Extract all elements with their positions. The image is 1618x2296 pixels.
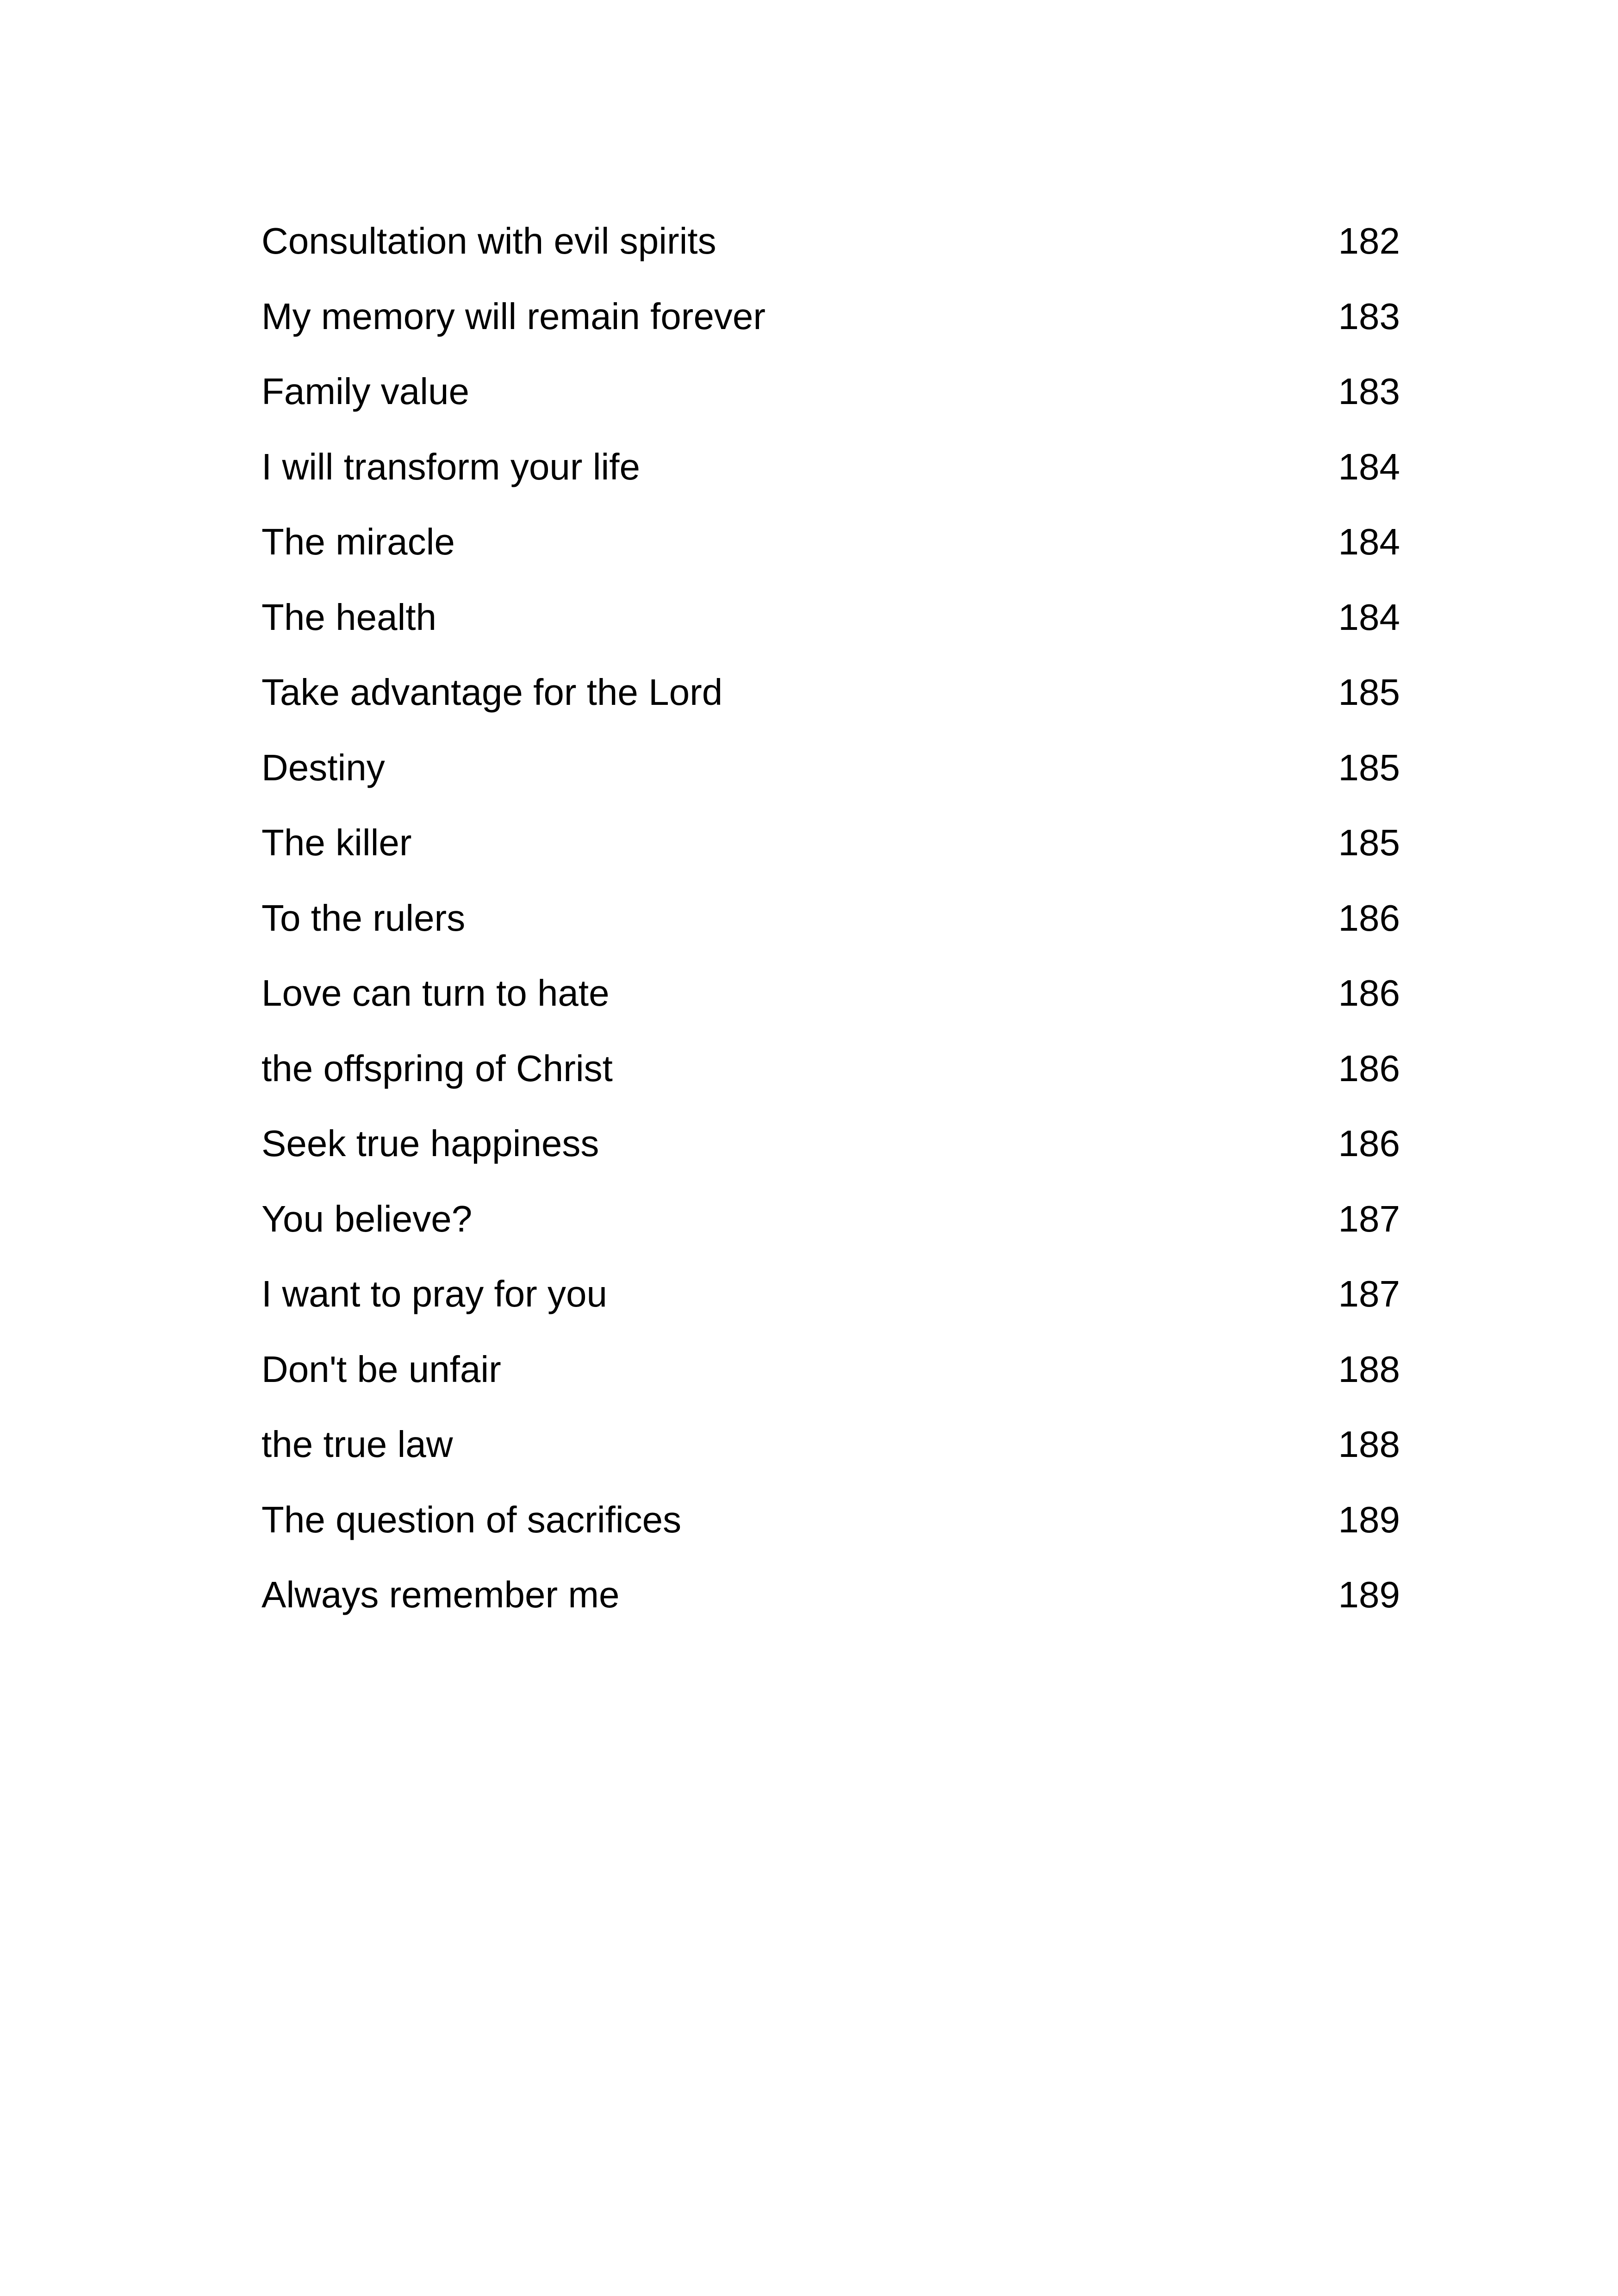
toc-entry-page: 189 <box>1338 1499 1400 1540</box>
toc-entry-page: 184 <box>1338 446 1400 487</box>
toc-entry[interactable] <box>261 655 1400 730</box>
toc-entry[interactable] <box>261 279 1400 355</box>
toc-entry-title: the true law <box>261 1424 453 1465</box>
toc-entry-page: 188 <box>1338 1348 1400 1390</box>
toc-entry-page: 183 <box>1338 295 1400 337</box>
toc-entry-title: The health <box>261 596 437 638</box>
toc-entry-page: 186 <box>1338 972 1400 1014</box>
toc-entry-title: To the rulers <box>261 897 466 939</box>
toc-entry[interactable] <box>261 1182 1400 1257</box>
toc-entry-title: My memory will remain forever <box>261 295 766 337</box>
toc-entry-page: 182 <box>1338 220 1400 261</box>
toc-entry-title: The killer <box>261 822 412 863</box>
toc-entry-title: Seek true happiness <box>261 1123 599 1164</box>
toc-entry[interactable] <box>261 1482 1400 1558</box>
toc-entry[interactable] <box>261 1257 1400 1332</box>
toc-entry[interactable] <box>261 730 1400 806</box>
toc-entry-title: Family value <box>261 371 470 412</box>
toc-entry-title: Always remember me <box>261 1574 620 1615</box>
toc-entry-title: the offspring of Christ <box>261 1047 613 1089</box>
toc-entry[interactable] <box>261 429 1400 505</box>
toc-entry-page: 187 <box>1338 1273 1400 1314</box>
toc-entry[interactable] <box>261 1407 1400 1482</box>
toc-entry[interactable] <box>261 881 1400 956</box>
toc-entry-page: 185 <box>1338 747 1400 788</box>
toc-entry-page: 186 <box>1338 1047 1400 1089</box>
toc-entry-page: 184 <box>1338 596 1400 638</box>
toc-entry-title: The question of sacrifices <box>261 1499 682 1540</box>
toc-entry-page: 186 <box>1338 1123 1400 1164</box>
table-of-contents <box>261 204 1400 1633</box>
toc-entry[interactable] <box>261 1332 1400 1407</box>
toc-entry-title: Consultation with evil spirits <box>261 220 716 261</box>
toc-entry-title: Take advantage for the Lord <box>261 672 723 713</box>
toc-entry-page: 186 <box>1338 897 1400 939</box>
toc-entry-page: 189 <box>1338 1574 1400 1615</box>
toc-entry-title: The miracle <box>261 521 455 562</box>
toc-entry-page: 183 <box>1338 371 1400 412</box>
toc-entry-page: 185 <box>1338 672 1400 713</box>
toc-entry[interactable] <box>261 1031 1400 1107</box>
toc-entry[interactable] <box>261 354 1400 429</box>
toc-entry[interactable] <box>261 204 1400 279</box>
toc-entry-title: You believe? <box>261 1198 473 1239</box>
toc-entry-page: 185 <box>1338 822 1400 863</box>
toc-entry-title: Love can turn to hate <box>261 972 610 1014</box>
toc-entry-title: Don't be unfair <box>261 1348 501 1390</box>
toc-entry[interactable] <box>261 1106 1400 1182</box>
toc-entry-page: 184 <box>1338 521 1400 562</box>
toc-entry[interactable] <box>261 504 1400 580</box>
toc-entry[interactable] <box>261 805 1400 881</box>
toc-entry-page: 187 <box>1338 1198 1400 1239</box>
toc-entry[interactable] <box>261 580 1400 655</box>
toc-entry-title: I will transform your life <box>261 446 640 487</box>
toc-entry[interactable] <box>261 956 1400 1031</box>
toc-entry-title: I want to pray for you <box>261 1273 608 1314</box>
toc-entry-title: Destiny <box>261 747 385 788</box>
toc-entry-page: 188 <box>1338 1424 1400 1465</box>
toc-entry[interactable] <box>261 1557 1400 1633</box>
